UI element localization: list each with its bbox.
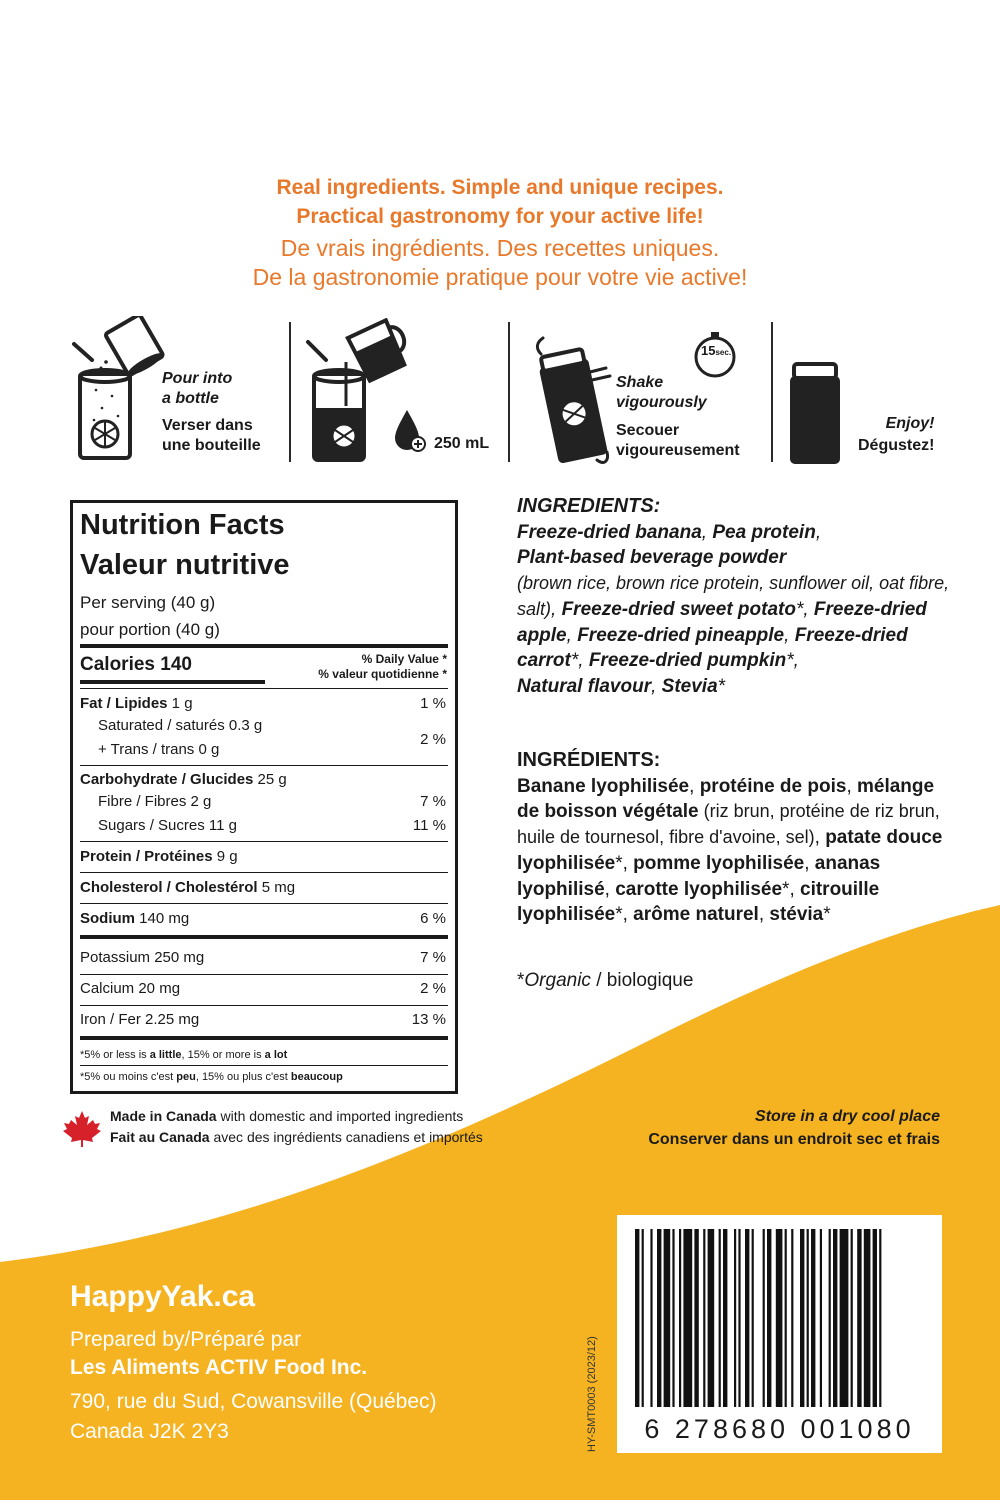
nutrition-rule [80,1005,448,1006]
tagline-fr-line1: De vrais ingrédients. Des recettes uniques. [280,235,720,261]
nutrition-rule [80,644,448,648]
barcode-bar [745,1229,749,1407]
iron-row: Iron / Fer 2.25 mg 13 % [80,1011,446,1028]
footnote-fr: *5% ou moins c'est peu, 15% ou plus c'est beaucoup [80,1071,343,1083]
barcode-bar [800,1229,804,1407]
barcode-bar [820,1229,822,1407]
trans-row: + Trans / trans 0 g [98,741,220,758]
step-enjoy-en: Enjoy! [885,415,935,432]
organic-note: *Organic / biologique [517,970,694,991]
barcode-bar [694,1229,698,1407]
nutrition-rule [80,935,448,939]
prepared-by-label: Prepared by/Préparé par [70,1328,302,1351]
barcode [617,1215,942,1453]
fat-row: Fat / Lipides 1 g 1 % [80,695,446,712]
potassium-row: Potassium 250 mg 7 % [80,949,446,966]
barcode-bar [723,1229,727,1407]
step-pour-fr-1: Verser dans [162,417,253,434]
company-name: Les Aliments ACTIV Food Inc. [70,1356,368,1379]
water-drop-icon [393,408,427,454]
barcode-bar [719,1229,721,1407]
step-divider [289,322,291,462]
barcode-bar [791,1229,793,1407]
step-divider [771,322,773,462]
nutrition-rule [80,872,448,873]
barcode-bar [703,1229,705,1407]
barcode-bar [642,1229,644,1407]
step-enjoy-fr: Dégustez! [858,437,935,454]
barcode-bar [873,1229,877,1407]
barcode-bar [734,1229,736,1407]
ingredients-en-title: INGREDIENTS: [517,495,661,517]
barcode-bar [864,1229,871,1407]
sugars-row: Sugars / Sucres 11 g 11 % [98,817,446,834]
step-pour-en-1: Pour into [162,370,233,387]
barcode-bars [635,1229,925,1407]
step-shake-fr-1: Secouer [616,422,680,439]
barcode-bar [833,1229,837,1407]
nutrition-rule [80,1065,448,1066]
serving-size-fr: pour portion (40 g) [80,620,220,639]
step-shake [616,373,740,461]
timer-value: 15sec. [701,343,732,358]
tagline-en-line2: Practical gastronomy for your active life! [296,205,704,228]
barcode-bar [785,1229,787,1407]
barcode-bar [879,1229,881,1407]
barcode-bar [840,1229,849,1407]
sodium-row: Sodium 140 mg 6 % [80,910,446,927]
barcode-bar [683,1229,692,1407]
protein-row: Protein / Protéines 9 g [80,848,238,865]
calories-rule [80,680,265,684]
saturated-row: Saturated / saturés 0.3 g [98,717,263,734]
tagline-en-line1: Real ingredients. Simple and unique recipes. [276,176,724,199]
shake-bottle-icon [527,334,617,472]
barcode-bar [664,1229,671,1407]
barcode-bar [650,1229,652,1407]
nutrition-rule [80,903,448,904]
ingredients-en: INGREDIENTS: Freeze-dried banana, Pea protein, Plant-based beverage powder (brown rice, brown rice protein, sunflower oil, oat fibre, salt), Freeze-dried sweet potato*, Freeze-dried apple, Freeze-dried pineapple, Freeze-dried carrot*, Freeze-dried pumpkin*, Natural flavour, Stevia* [517,494,957,700]
address-line2: Canada J2K 2Y3 [70,1420,229,1443]
step-enjoy [858,414,934,456]
barcode-bar [679,1229,681,1407]
product-code: HY-SMT0003 (2023/12) [586,1336,598,1452]
nutrition-rule [80,841,448,842]
barcode-bar [763,1229,765,1407]
sat-trans-pct: 2 % [420,731,446,748]
nutrition-facts-panel [70,500,458,1094]
barcode-bar [767,1229,771,1407]
serving-size-en: Per serving (40 g) [80,593,216,612]
barcode-bar [807,1229,809,1407]
barcode-bar [811,1229,815,1407]
step-shake-en-1: Shake [616,374,664,391]
barcode-bar [657,1229,661,1407]
bottle-cap-icon [588,364,616,386]
step-volume: 250 mL [434,435,490,452]
calcium-row: Calcium 20 mg 2 % [80,980,446,997]
address-line1: 790, rue du Sud, Cowansville (Québec) [70,1390,437,1413]
step-pour-fr-2: une bouteille [162,437,261,454]
barcode-bar [708,1229,715,1407]
barcode-bar [829,1229,831,1407]
nutrition-title-en: Nutrition Facts [80,509,285,541]
nutrition-title-fr: Valeur nutritive [80,549,290,581]
barcode-bar [635,1229,639,1407]
storage-en: Store in a dry cool place [755,1108,940,1125]
barcode-bar [776,1229,783,1407]
step-pour [162,369,261,456]
daily-value-header: % Daily Value * % valeur quotidienne * [318,652,447,681]
step-pour-en-2: a bottle [162,390,219,407]
step-shake-en-2: vigourously [616,394,707,411]
made-in-canada-fr: Fait au Canada avec des ingrédients canadiens et importés [110,1129,483,1145]
ingredients-fr-title: INGRÉDIENTS: [517,749,661,771]
barcode-bar [752,1229,754,1407]
storage-fr: Conserver dans un endroit sec et frais [648,1131,940,1148]
barcode-bar [738,1229,740,1407]
website[interactable]: HappyYak.ca [70,1280,256,1313]
ingredients-fr: INGRÉDIENTS: Banane lyophilisée, protéine de pois, mélange de boisson végétale (riz brun, protéine de riz brun, huile de tournesol, fibre d'avoine, sel), patate douce lyophilisée*, pomme lyophilisée, ananas lyophilisé, carotte lyophilisée*, citrouille lyophilisée*, arôme naturel, stévia* [517,748,957,928]
barcode-bar [672,1229,674,1407]
nutrition-rule [80,688,448,689]
step-shake-fr-2: vigoureusement [616,442,740,459]
footnote-en: *5% or less is a little, 15% or more is a lot [80,1049,288,1061]
calories: Calories 140 [80,654,192,675]
fibre-row: Fibre / Fibres 2 g 7 % [98,793,446,810]
pour-powder-icon [66,316,166,466]
tagline-fr-line2: De la gastronomie pratique pour votre vie active! [252,264,748,290]
nutrition-rule [80,974,448,975]
cholesterol-row: Cholesterol / Cholestérol 5 mg [80,879,296,896]
full-bottle-icon [786,356,846,468]
nutrition-rule [80,765,448,766]
barcode-bar [857,1229,861,1407]
maple-leaf-icon [62,1110,102,1148]
made-in-canada-en: Made in Canada with domestic and imported ingredients [110,1108,464,1124]
barcode-number: 6 278680 001080 [644,1414,915,1444]
nutrition-rule [80,1036,448,1040]
step-divider [508,322,510,462]
barcode-bar [851,1229,853,1407]
carbohydrate-row: Carbohydrate / Glucides 25 g [80,771,287,788]
